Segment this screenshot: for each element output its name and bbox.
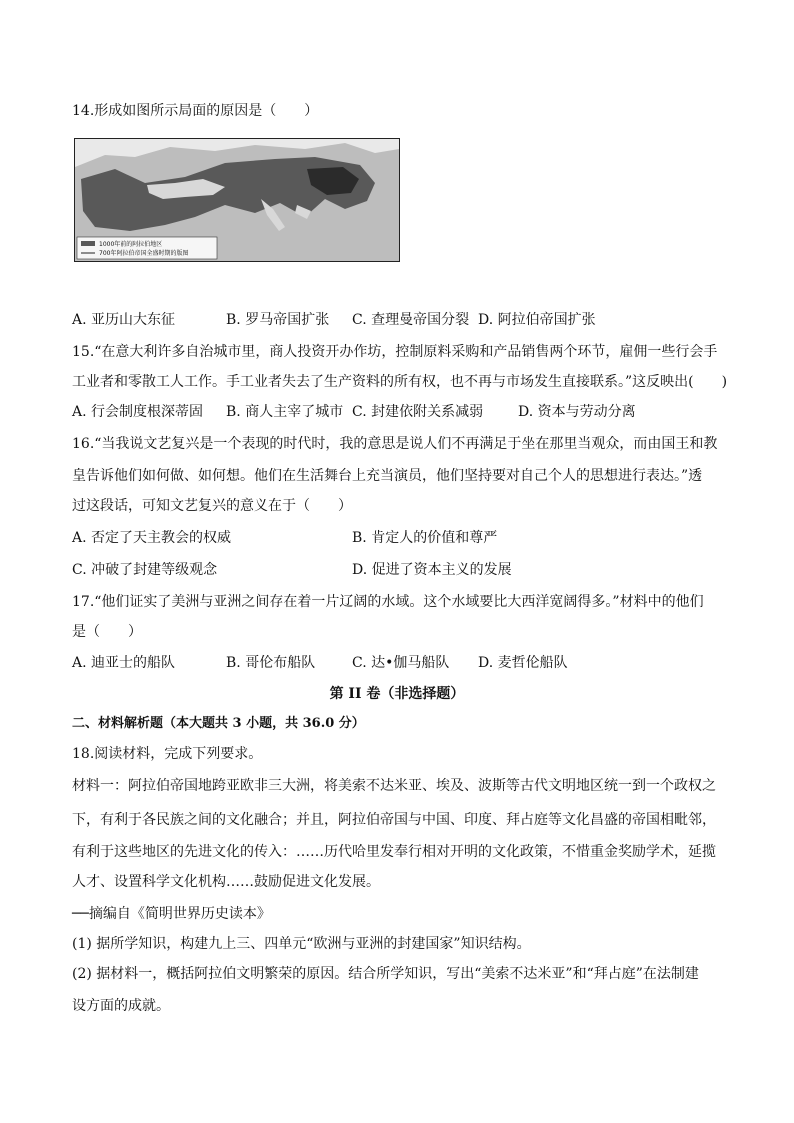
q15-option-d: D. 资本与劳动分离	[518, 404, 636, 420]
q14-option-b: B. 罗马帝国扩张	[226, 312, 330, 328]
q18-task-2-line-2: 设方面的成就。	[72, 998, 170, 1014]
q15-option-a: A. 行会制度根深蒂固	[72, 404, 204, 420]
q15-stem-line-2: 工业者和零散工人工作。手工业者失去了生产资料的所有权，也不再与市场发生直接联系。”这反映出( )	[72, 374, 728, 390]
q16-option-c: C. 冲破了封建等级观念	[72, 562, 218, 578]
q14-option-d: D. 阿拉伯帝国扩张	[478, 312, 596, 328]
q15-stem-line-1: 15.“在意大利许多自治城市里，商人投资开办作坊，控制原料采购和产品销售两个环节，雇佣一些行会手	[72, 344, 718, 360]
q16-stem-line-2: 皇告诉他们如何做、如何想。他们在生活舞台上充当演员，他们坚持要对自己个人的思想进行表达。”透	[72, 468, 703, 484]
legend-label-2: 700年阿拉伯帝国全盛时期的版图	[99, 250, 189, 257]
q18-source: ──摘编自《简明世界历史读本》	[72, 906, 271, 922]
q18-stem: 18.阅读材料，完成下列要求。	[72, 746, 263, 762]
q18-task-1: (1) 据所学知识，构建九上三、四单元“欧洲与亚洲的封建国家”知识结构。	[72, 936, 531, 952]
q14-stem: 14.形成如图所示局面的原因是（ ）	[72, 103, 319, 119]
q15-option-b: B. 商人主宰了城市	[226, 404, 344, 420]
q16-option-b: B. 肯定人的价值和尊严	[352, 530, 498, 546]
q16-stem-line-3: 过这段话，可知文艺复兴的意义在于（ ）	[72, 498, 352, 514]
legend-swatch-1	[81, 241, 95, 246]
q16-option-d: D. 促进了资本主义的发展	[352, 562, 512, 578]
section-2-subtitle: 二、材料解析题（本大题共 3 小题，共 36.0 分）	[72, 716, 365, 731]
q18-material-line-1: 材料一：阿拉伯帝国地跨亚欧非三大洲，将美索不达米亚、埃及、波斯等古代文明地区统一到一个政权之	[72, 778, 716, 794]
section-2-title: 第 II 卷（非选择题）	[329, 686, 465, 702]
q17-option-d: D. 麦哲伦船队	[478, 655, 568, 671]
q18-material-line-3: 有利于这些地区的先进文化的传入：……历代哈里发奉行相对开明的文化政策，不惜重金奖励学术，延揽	[72, 844, 716, 860]
q15-option-c: C. 封建依附关系减弱	[352, 404, 484, 420]
q17-option-c: C. 达•伽马船队	[352, 655, 450, 671]
q17-stem-line-1: 17.“他们证实了美洲与亚洲之间存在着一片辽阔的水域。这个水域要比大西洋宽阔得多。”材料中的他们	[72, 594, 704, 610]
q18-task-2-line-1: (2) 据材料一，概括阿拉伯文明繁荣的原因。结合所学知识，写出“美索不达米亚”和“拜占庭”在法制建	[72, 966, 699, 982]
q18-material-line-4: 人才、设置科学文化机构……鼓励促进文化发展。	[72, 874, 380, 890]
arab-empire-map	[75, 139, 399, 261]
historical-map-figure	[74, 138, 400, 262]
q17-option-b: B. 哥伦布船队	[226, 655, 316, 671]
q17-option-a: A. 迪亚士的船队	[72, 655, 176, 671]
q16-option-a: A. 否定了天主教会的权威	[72, 530, 232, 546]
legend-label-1: 1000年前的阿拉伯地区	[99, 241, 163, 248]
q14-option-c: C. 查理曼帝国分裂	[352, 312, 470, 328]
q14-option-a: A. 亚历山大东征	[72, 312, 176, 328]
q18-material-line-2: 下，有利于各民族之间的文化融合；并且，阿拉伯帝国与中国、印度、拜占庭等文化昌盛的帝国相毗邻，	[72, 812, 716, 828]
q16-stem-line-1: 16.“当我说文艺复兴是一个表现的时代时，我的意思是说人们不再满足于坐在那里当观众，而由国王和教	[72, 436, 718, 452]
q17-stem-line-2: 是（ ）	[72, 624, 142, 640]
